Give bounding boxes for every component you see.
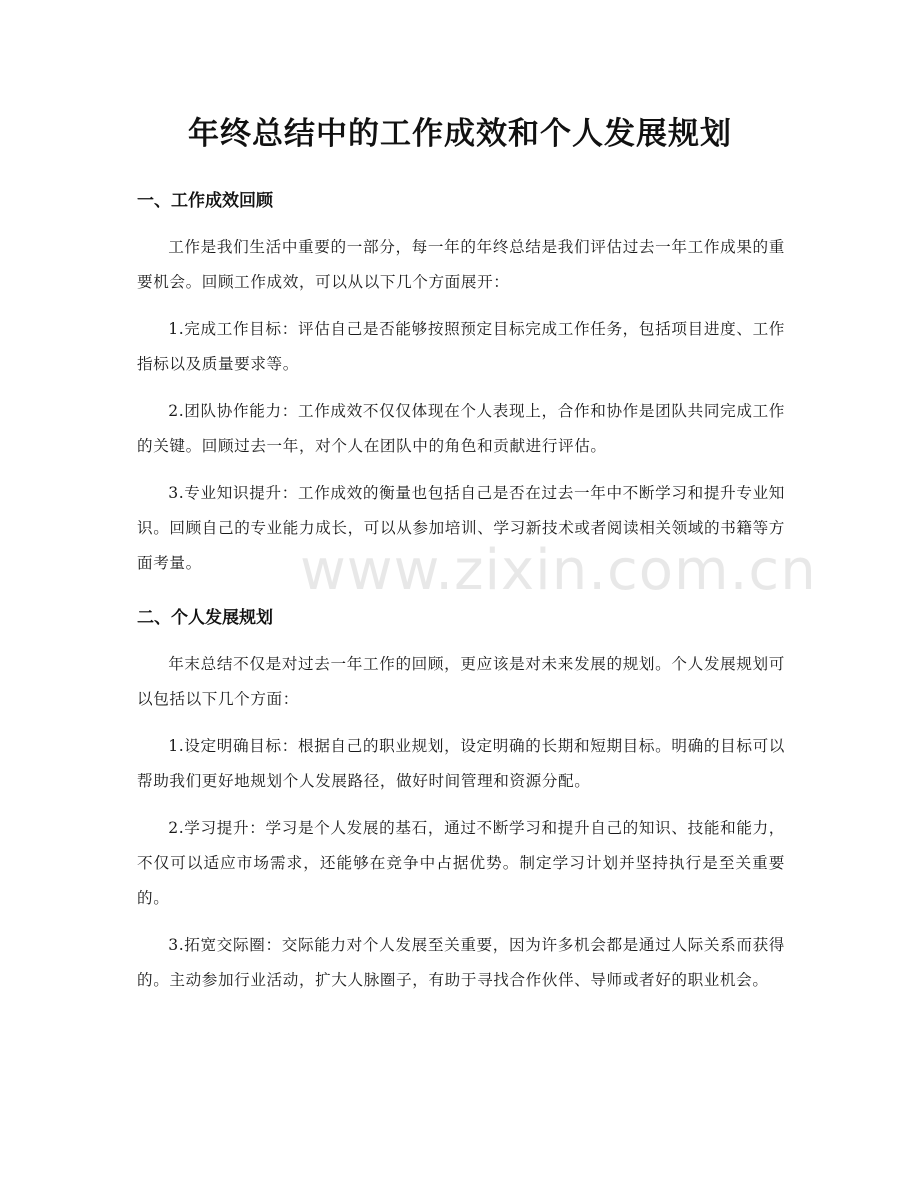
paragraph: 工作是我们生活中重要的一部分，每一年的年终总结是我们评估过去一年工作成果的重要机会。回顾工作成效，可以从以下几个方面展开：: [137, 238, 785, 291]
document-body: [137, 186, 785, 998]
document-title: 年终总结中的工作成效和个人发展规划: [188, 116, 732, 152]
paragraph: 年末总结不仅是对过去一年工作的回顾，更应该是对未来发展的规划。个人发展规划可以包括以下几个方面：: [137, 655, 785, 708]
paragraph: 3.拓宽交际圈：交际能力对个人发展至关重要，因为许多机会都是通过人际关系而获得的。主动参加行业活动，扩大人脉圈子，有助于寻找合作伙伴、导师或者好的职业机会。: [137, 936, 785, 989]
section-heading: 一、工作成效回顾: [137, 191, 273, 211]
section-heading: 二、个人发展规划: [137, 608, 273, 628]
paragraph: 1.设定明确目标：根据自己的职业规划，设定明确的长期和短期目标。明确的目标可以帮助我们更好地规划个人发展路径，做好时间管理和资源分配。: [137, 737, 785, 790]
section-work-review: [137, 186, 785, 581]
paragraph: 1.完成工作目标：评估自己是否能够按照预定目标完成工作任务，包括项目进度、工作指标以及质量要求等。: [137, 320, 785, 373]
watermark: www.zixin.com.cn: [300, 538, 817, 603]
paragraph: 2.团队协作能力：工作成效不仅仅体现在个人表现上，合作和协作是团队共同完成工作的关键。回顾过去一年，对个人在团队中的角色和贡献进行评估。: [137, 402, 785, 455]
paragraph: 3.专业知识提升：工作成效的衡量也包括自己是否在过去一年中不断学习和提升专业知识。回顾自己的专业能力成长，可以从参加培训、学习新技术或者阅读相关领域的书籍等方面考量。: [137, 484, 785, 572]
paragraph: 2.学习提升：学习是个人发展的基石，通过不断学习和提升自己的知识、技能和能力，不仅可以适应市场需求，还能够在竞争中占据优势。制定学习计划并坚持执行是至关重要的。: [137, 819, 785, 907]
section-personal-development: [137, 603, 785, 998]
